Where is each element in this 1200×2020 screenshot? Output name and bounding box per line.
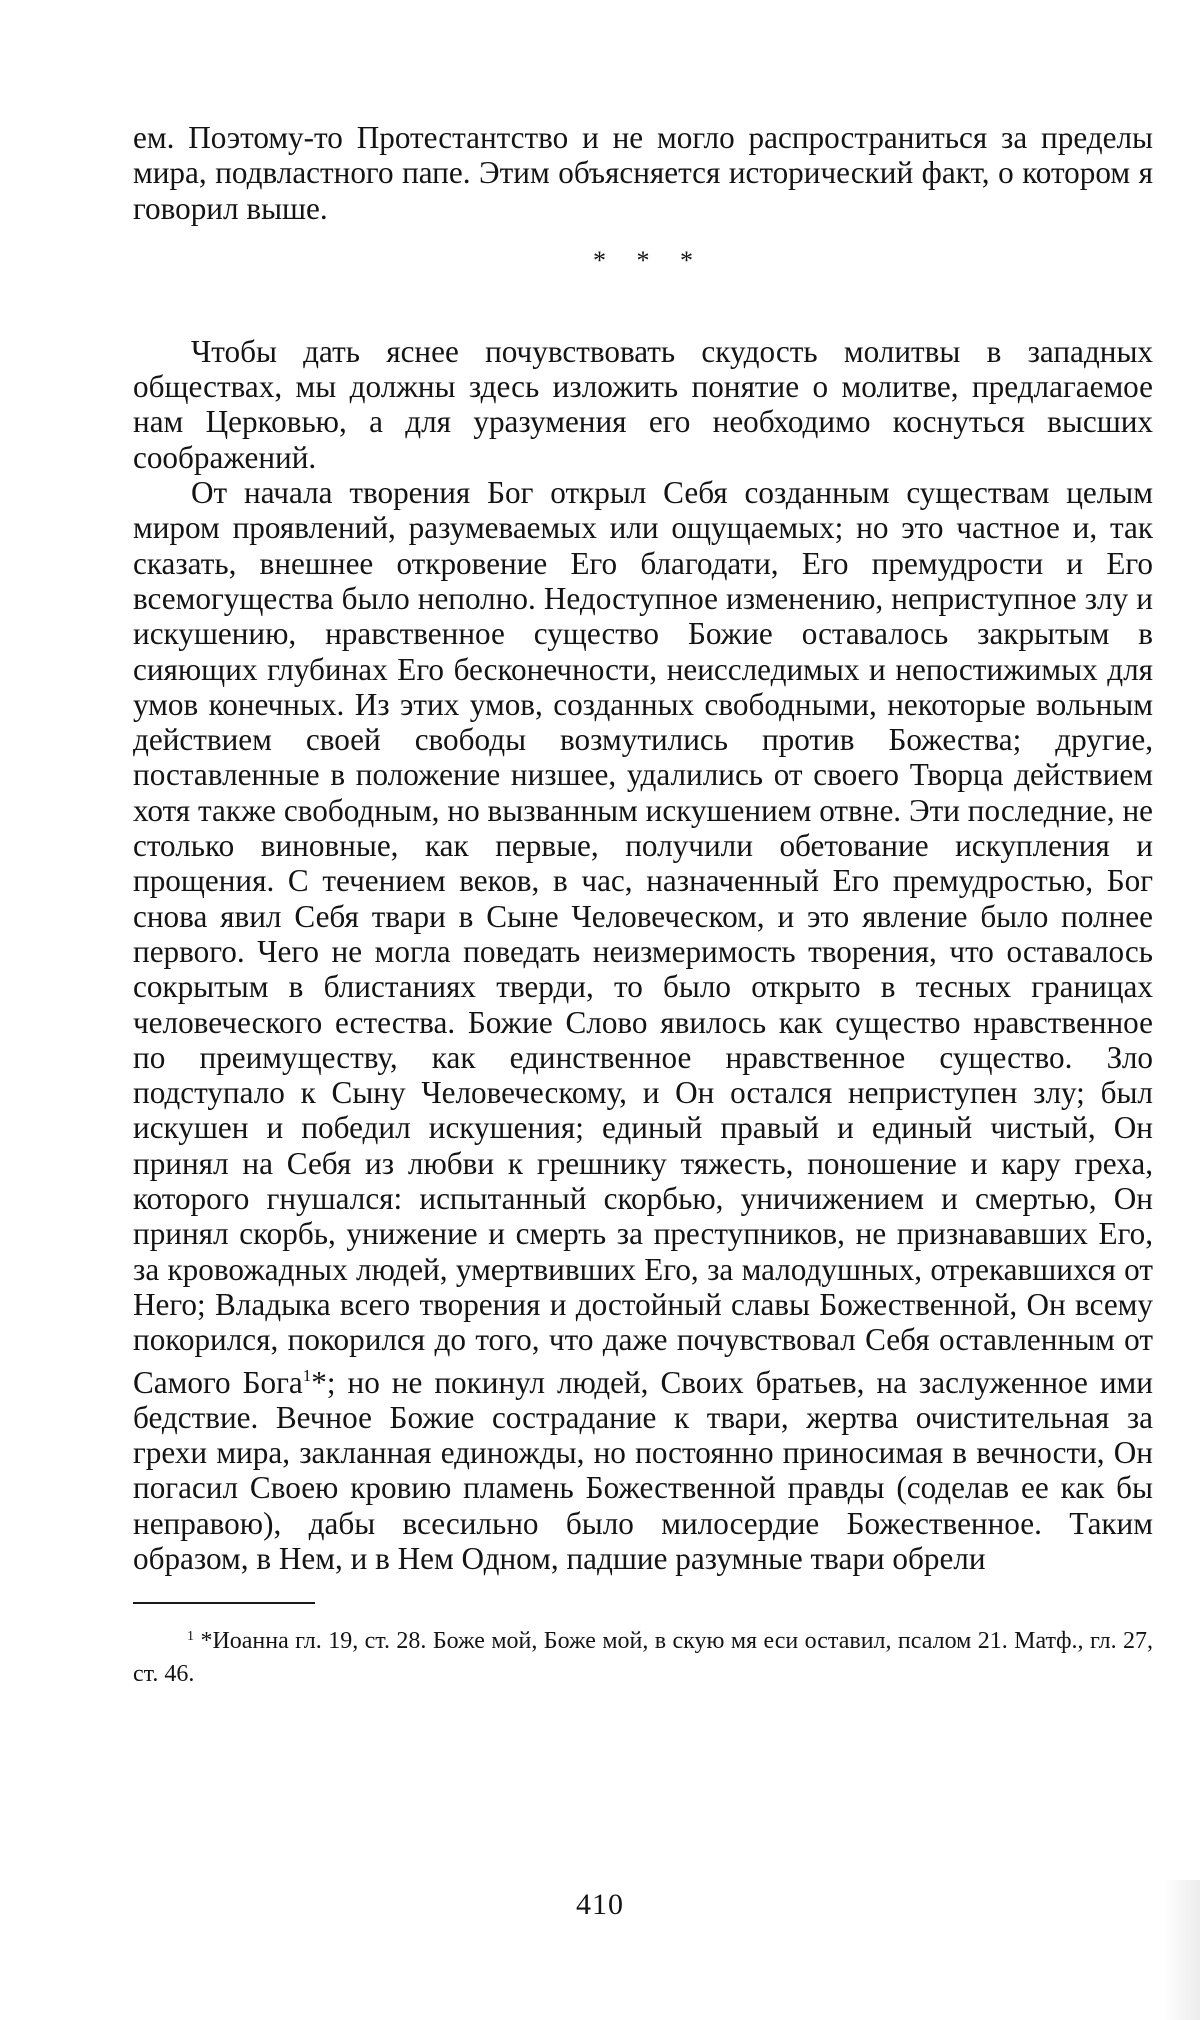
footnote [133,1620,1153,1691]
page-body [133,120,1153,1691]
footnote-reference-asterisk: * [311,1364,327,1400]
section-separator: * * * [593,245,705,275]
footnote-text: *Иоанна гл. 19, ст. 28. Боже мой, Боже мой, в скую мя еси оставил, псалом 21. Матф., гл. 27, ст. 46. [133,1628,1154,1688]
footnote-reference[interactable] [303,1366,312,1385]
page-number: 410 [576,1888,624,1921]
continuation-paragraph: ем. Поэтому-то Протестантство и не могло распространиться за пределы мира, подвластного папе. Этим объясняется исторический факт, о котором я говорил выше. [133,120,1153,226]
scan-edge-shadow [1164,1880,1200,2020]
footnote-number: 1 [187,1629,194,1645]
footnote-reference-number: 1 [302,1365,312,1385]
section-gap [133,296,1153,334]
paragraph-revelation-continued: ; но не покинул людей, Своих братьев, на заслуженное ими бедствие. Вечное Божие сострадание к твари, жертва очистительная за грехи мира, закланная единожды, но постоянно приносимая в вечности, Он погасил Своею кровию пламень Божественной правды (соделав ее как бы неправою), дабы всесильно было милосердие Божественное. Таким образом, в Нем, и в Нем Одном, падшие разумные твари обрели [133,1364,1153,1576]
paragraph-prayer-intro: Чтобы дать яснее почувствовать скудость молитвы в западных обществах, мы должны здесь изложить понятие о молитве, предлагаемое нам Церковью, а для уразумения его необходимо коснуться высших соображений. [133,333,1153,475]
paragraph-revelation [133,475,1153,1576]
paragraph-revelation-text: От начала творения Бог открыл Себя созданным существам целым миром проявлений, разумеваемых или ощущаемых; но это частное и, так сказать, внешнее откровение Его благодати, Его премудрости и Его всемогущества было неполно. Недоступное изменению, неприступное злу и искушению, нравственное существо Божие оставалось закрытым в сияющих глубинах Его бесконечности, неисследимых и непостижимых для умов конечных. Из этих умов, созданных свободными, некоторые вольным действием своей свободы возмутились против Божества; другие, поставленные в положение низшее, удалились от своего Творца действием хотя также свободным, но вызванным искушением отвне. Эти последние, не столько виновные, как первые, получили обетование искупления и прощения. С течением веков, в час, назначенный Его премудростью, Бог снова явил Себя твари в Сыне Человеческом, и это явление было полнее первого. Чего не могла поведать неизмеримость творения, что оставалось сокрытым в блистаниях тверди, то было открыто в тесных границах человеческого естества. Божие Слово явилось как существо нравственное по преимуществу, как единственное нравственное существо. Зло подступало к Сыну Человеческому, и Он остался неприступен злу; был искушен и победил искушения; единый правый и единый чистый, Он принял на Себя из любви к грешнику тяжесть, поношение и кару греха, которого гнушался: испытанный скорбью, уничижением и смертью, Он принял скорбь, унижение и смерть за преступников, не признававших Его, за кровожадных людей, умертвивших Его, за малодушных, отрекавшихся от Него; Владыка всего творения и достойный славы Божественной, Он всему покорился, покорился до того, что даже почувствовал Себя оставленным от Самого Бога [133,475,1153,1400]
footnote-divider [133,1602,315,1604]
